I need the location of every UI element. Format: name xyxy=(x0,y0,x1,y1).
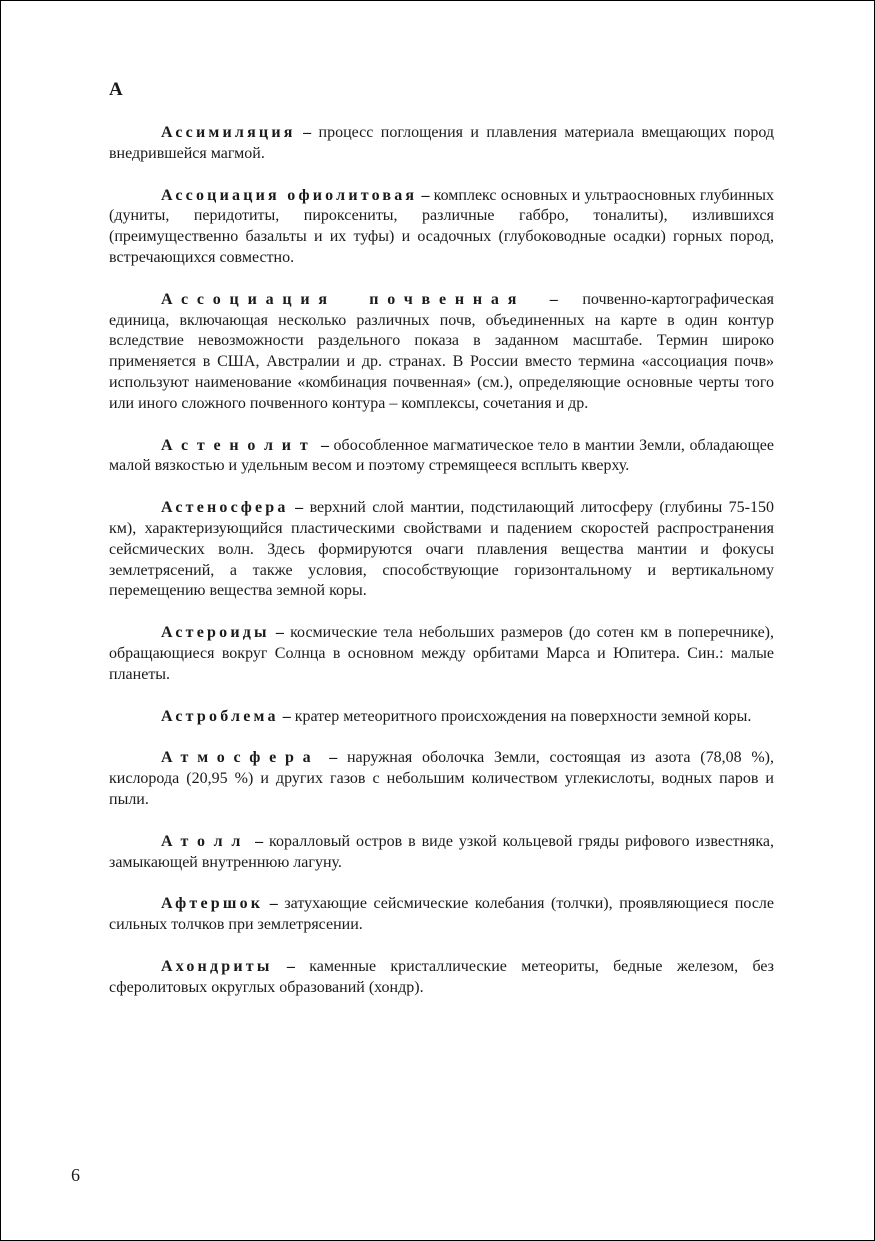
entry-term: Афтершок xyxy=(161,895,264,913)
entry-term: Астеносфера xyxy=(161,499,289,517)
entry-definition: наружная оболочка Земли, состоящая из азота (78,08 %), кислорода (20,95 %) и других газов с небольшим количеством углекислоты, водных паров и пыли. xyxy=(109,749,774,808)
entry-dash: – xyxy=(278,707,295,725)
entry-definition: затухающие сейсмические колебания (толчки), проявляющиеся после сильных толчков при землетрясении. xyxy=(109,895,774,934)
entry-dash: – xyxy=(263,895,285,913)
glossary-entry xyxy=(109,957,774,999)
entry-term: Астроблема xyxy=(161,707,279,725)
entry-dash: – xyxy=(417,186,434,204)
entry-dash: – xyxy=(272,957,310,975)
section-letter-heading: А xyxy=(109,79,123,100)
entry-definition: каменные кристаллические метеориты, бедные железом, без сферолитовых округлых образований (хондр). xyxy=(109,957,775,996)
glossary-entry xyxy=(109,436,774,478)
entry-definition: космические тела небольших размеров (до сотен км в поперечнике), обращающиеся вокруг Солнца в основном между орбитами Марса и Юпитера. Син.: малые планеты. xyxy=(109,624,775,683)
entry-definition: почвенно-картографическая единица, включающая несколько различных почв, объединенных на карте в один контур вследствие невозможности раздельного показа в заданном масштабе. Термин широко применяется в США, Австралии и др. странах. В России вместо термина «ассоциация почв» используют наименование «комбинация почвенная» (см.), определяющие основные черты того или иного сложного почвенного контура – комплексы, сочетания и др. xyxy=(109,290,774,412)
glossary-entry xyxy=(109,748,774,810)
entry-term: Ассоциация почвенная xyxy=(161,290,526,308)
glossary-entry xyxy=(109,894,774,936)
entry-term: Ахондриты xyxy=(161,957,273,975)
entry-term: Астероиды xyxy=(161,624,270,642)
entry-definition: комплекс основных и ультраосновных глубинных (дуниты, перидотиты, пироксениты, различные габбро, тоналиты), излившихся (преимущественно базальты и их туфы) и осадочных (глубоководные осадки) горных пород, встречающихся совместно. xyxy=(109,186,774,266)
entry-definition: кратер метеоритного происхождения на поверхности земной коры. xyxy=(294,707,752,725)
entry-dash: – xyxy=(249,832,270,850)
entry-dash: – xyxy=(316,436,334,454)
glossary-entry xyxy=(109,290,774,415)
glossary-entry xyxy=(109,832,774,874)
glossary-entry xyxy=(109,707,774,728)
entry-term: Атмосфера xyxy=(161,749,320,767)
entry-dash: – xyxy=(295,124,319,141)
glossary-entry xyxy=(109,186,774,269)
entry-definition: коралловый остров в виде узкой кольцевой гряды рифового известняка, замыкающей внутреннюю лагуну. xyxy=(109,832,775,871)
entry-definition: обособленное магматическое тело в мантии Земли, обладающее малой вязкостью и удельным весом и поэтому стремящееся всплыть кверху. xyxy=(109,436,774,475)
glossary-entry xyxy=(109,623,774,685)
entry-term: Атолл xyxy=(161,832,250,850)
entry-definition: верхний слой мантии, подстилающий литосферу (глубины 75-150 км), характеризующийся пластическими свойствами и падением скоростей распространения сейсмических волн. Здесь формируются очаги плавления вещества мантии и фокусы землетрясений, а также условия, способствующие горизонтальному и вертикальному перемещению вещества земной коры. xyxy=(109,499,775,600)
entry-term: Ассоциация офиолитовая xyxy=(161,186,418,204)
entry-dash: – xyxy=(269,624,291,642)
entry-term: Астенолит xyxy=(161,436,317,454)
page-number: 6 xyxy=(71,1165,80,1185)
glossary-entry xyxy=(109,498,774,602)
glossary-entries xyxy=(109,123,774,1020)
glossary-entry xyxy=(109,123,774,165)
entry-definition: процесс поглощения и плавления материала вмещающих пород внедрившейся магмой. xyxy=(109,124,775,162)
entry-dash: – xyxy=(319,749,347,767)
entry-dash: – xyxy=(525,290,583,308)
entry-dash: – xyxy=(288,499,310,517)
entry-term: Ассимиляция xyxy=(161,124,296,141)
